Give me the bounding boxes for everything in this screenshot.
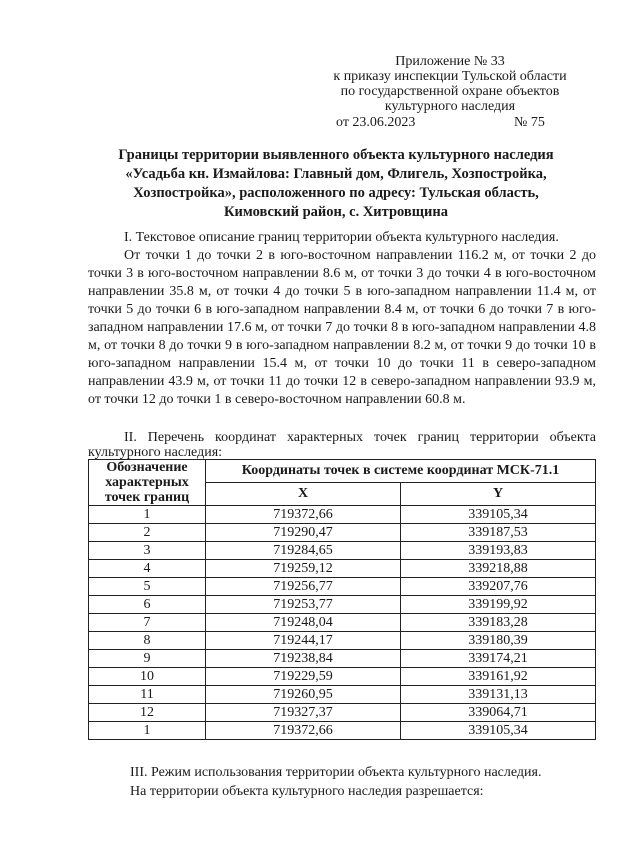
coord-x: 719372,66 (206, 722, 401, 740)
coord-y: 339161,92 (401, 668, 596, 686)
table-row (89, 524, 596, 542)
coordinates-table-body (89, 506, 596, 740)
order-reference-line: по государственной охране объектов (340, 84, 560, 99)
coord-x: 719238,84 (206, 650, 401, 668)
point-number: 7 (89, 614, 206, 632)
coord-x: 719256,77 (206, 578, 401, 596)
point-number: 6 (89, 596, 206, 614)
coord-x: 719327,37 (206, 704, 401, 722)
point-number: 3 (89, 542, 206, 560)
appendix-number: Приложение № 33 (395, 54, 505, 69)
coord-y: 339187,53 (401, 524, 596, 542)
point-number: 4 (89, 560, 206, 578)
coord-x: 719290,47 (206, 524, 401, 542)
order-reference-line: культурного наследия (384, 99, 516, 114)
col-coordinates-system: Координаты точек в системе координат МСК-71.1 (206, 460, 596, 483)
section-boundary-description (88, 229, 596, 409)
coord-x: 719260,95 (206, 686, 401, 704)
table-row (89, 578, 596, 596)
table-row (89, 686, 596, 704)
coord-x: 719253,77 (206, 596, 401, 614)
point-number: 12 (89, 704, 206, 722)
coord-x: 719248,04 (206, 614, 401, 632)
table-row (89, 596, 596, 614)
document-title: Границы территории выявленного объекта культурного наследия «Усадьба кн. Измайлова: Главный дом, Флигель, Хозпостройка, Хозпостройка», расположенного по адресу: Тульская область, Кимовский район, с. Хитровщина (118, 147, 554, 220)
appendix-header (300, 54, 600, 114)
coord-x: 719229,59 (206, 668, 401, 686)
point-number: 5 (89, 578, 206, 596)
coordinates-table (88, 459, 596, 740)
coord-x: 719259,12 (206, 560, 401, 578)
coord-y: 339105,34 (401, 722, 596, 740)
order-number: № 75 (514, 115, 545, 130)
table-row (89, 506, 596, 524)
coord-x: 719284,65 (206, 542, 401, 560)
coord-y: 339131,13 (401, 686, 596, 704)
point-number: 1 (89, 722, 206, 740)
coord-y: 339207,76 (401, 578, 596, 596)
table-row (89, 632, 596, 650)
section1-text: От точки 1 до точки 2 в юго-восточном направлении 116.2 м, от точки 2 до точки 3 в юго-восточном направлении 8.6 м, от точки 3 до точки 4 в юго-восточном направлении 35.8 м, от точки 4 до точки 5 в юго-западном направлении 11.4 м, от точки 5 до точки 6 в юго-западном направлении 8.4 м, от точки 6 до точки 7 в юго-западном направлении 17.6 м, от точки 7 до точки 8 в юго-западном направлении 4.8 м, от точки 8 до точки 9 в юго-западном направлении 8.2 м, от точки 9 до точки 10 в юго-западном направлении 15.4 м, от точки 10 до точки 11 в северо-западном направлении 43.9 м, от точки 11 до точки 12 в северо-западном направлении 93.9 м, от точки 12 до точки 1 в северо-восточном направлении 60.8 м. (88, 248, 596, 407)
section2-heading: II. Перечень координат характерных точек границ территории объекта культурного наследия: (88, 430, 596, 460)
table-row (89, 704, 596, 722)
col-x: X (206, 483, 401, 506)
coord-x: 719372,66 (206, 506, 401, 524)
table-row (89, 650, 596, 668)
order-date: от 23.06.2023 (336, 115, 416, 130)
table-row (89, 668, 596, 686)
table-row (89, 560, 596, 578)
col-point-designation: Обозначение характерных точек границ (89, 460, 206, 506)
order-date-line (336, 115, 556, 131)
point-number: 11 (89, 686, 206, 704)
coord-y: 339174,21 (401, 650, 596, 668)
coord-y: 339193,83 (401, 542, 596, 560)
section-usage-regime (88, 763, 596, 801)
point-number: 10 (89, 668, 206, 686)
table-row (89, 722, 596, 740)
table-row (89, 614, 596, 632)
section1-heading: I. Текстовое описание границ территории объекта культурного наследия. (124, 230, 559, 245)
table-row (89, 542, 596, 560)
coord-y: 339180,39 (401, 632, 596, 650)
coord-y: 339064,71 (401, 704, 596, 722)
point-number: 2 (89, 524, 206, 542)
coord-y: 339218,88 (401, 560, 596, 578)
point-number: 9 (89, 650, 206, 668)
col-y: Y (401, 483, 596, 506)
coord-x: 719244,17 (206, 632, 401, 650)
coord-y: 339199,92 (401, 596, 596, 614)
coord-y: 339105,34 (401, 506, 596, 524)
section3-text: На территории объекта культурного наследия разрешается: (130, 784, 484, 799)
coord-y: 339183,28 (401, 614, 596, 632)
section3-heading: III. Режим использования территории объекта культурного наследия. (130, 765, 542, 780)
order-reference-line: к приказу инспекции Тульской области (333, 69, 567, 84)
point-number: 8 (89, 632, 206, 650)
point-number: 1 (89, 506, 206, 524)
